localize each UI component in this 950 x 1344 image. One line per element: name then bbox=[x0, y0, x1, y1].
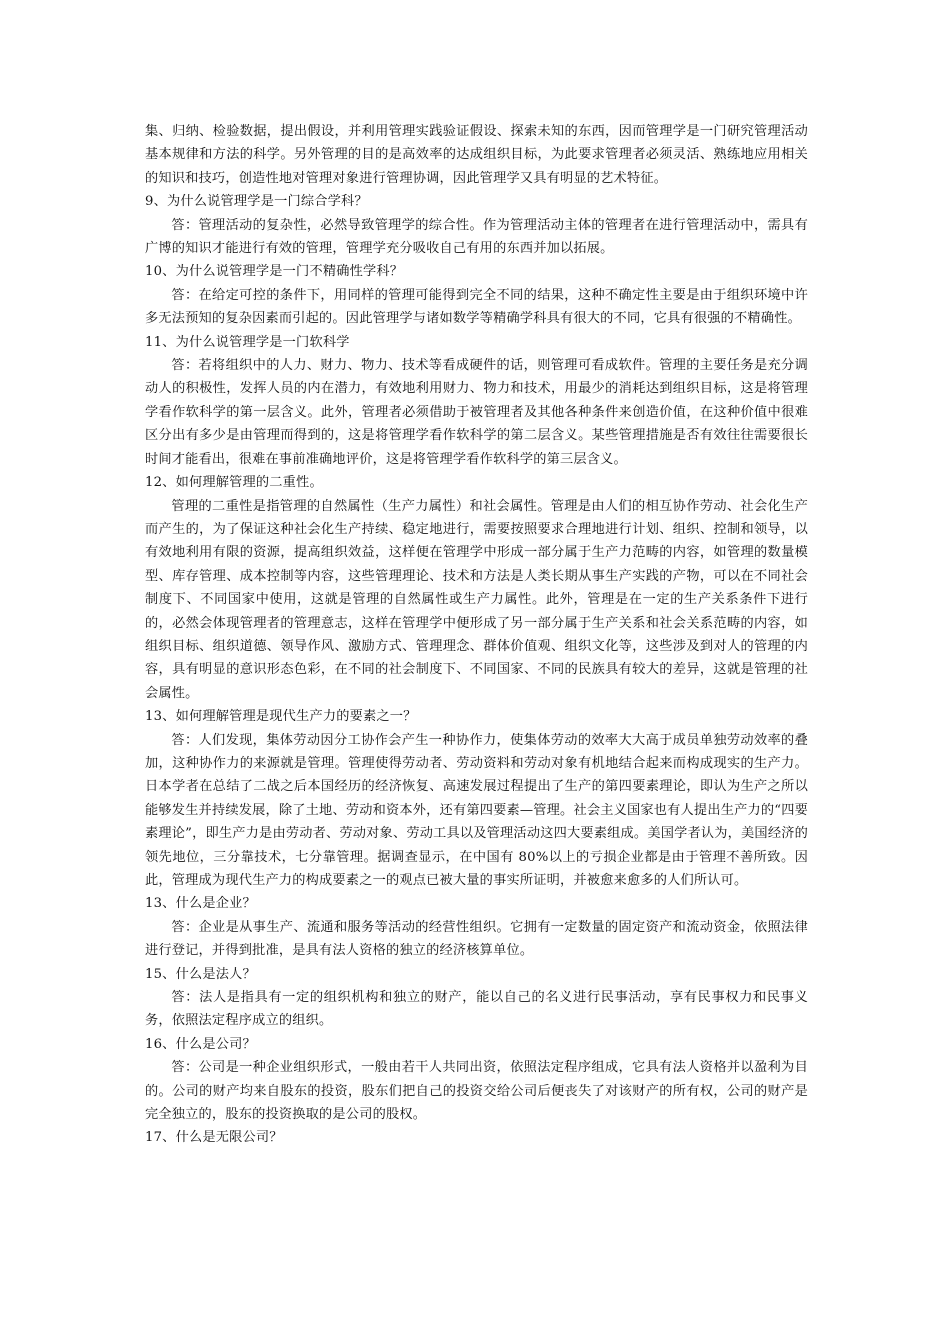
question-17: 17、什么是无限公司？ bbox=[145, 1130, 283, 1146]
answer-10: 答：在给定可控的条件下，用同样的管理可能得到完全不同的结果，这种不确定性主要是由于组织环境中许多无法预知的复杂因素而引起的。因此管理学与诸如数学等精确学科具有很大的不同，它具有很强的不精确性。 bbox=[145, 287, 808, 327]
answer-13a: 答：人们发现，集体劳动因分工协作会产生一种协作力，使集体劳动的效率大大高于成员单独劳动效率的叠加，这种协作力的来源就是管理。管理使得劳动者、劳动资料和劳动对象有机地结合起来而构成现实的生产力。日本学者在总结了二战之后本国经历的经济恢复、高速发展过程提出了生产的第四要素理论，即认为生产之所以能够发生并持续发展，除了土地、劳动和资本外，还有第四要素—管理。社会主义国家也有人提出生产力的“四要素理论”，即生产力是由劳动者、劳动对象、劳动工具以及管理活动这四大要素组成。美国学者认为，美国经济的领先地位，三分靠技术，七分靠管理。据调查显示，在中国有 80%以上的亏损企业都是由于管理不善所致。因此，管理成为现代生产力的构成要素之一的观点已被大量的事实所证明，并被愈来愈多的人们所认可。 bbox=[145, 732, 808, 888]
question-15: 15、什么是法人？ bbox=[145, 966, 256, 982]
answer-11: 答：若将组织中的人力、财力、物力、技术等看成硬件的话，则管理可看成软件。管理的主要任务是充分调动人的积极性，发挥人员的内在潜力，有效地利用财力、物力和技术，用最少的消耗达到组织目标，这是将管理学看作软科学的第一层含义。此外，管理者必须借助于被管理者及其他各种条件来创造价值，在这种价值中很难区分出有多少是由管理而得到的，这是将管理学看作软科学的第二层含义。某些管理措施是否有效往往需要很长时间才能看出，很难在事前准确地评价，这是将管理学看作软科学的第三层含义。 bbox=[145, 358, 808, 467]
question-11: 11、为什么说管理学是一门软科学 bbox=[145, 334, 350, 350]
question-10: 10、为什么说管理学是一门不精确性学科？ bbox=[145, 264, 404, 280]
answer-15: 答：法人是指具有一定的组织机构和独立的财产，能以自己的名义进行民事活动，享有民事权力和民事义务，依照法定程序成立的组织。 bbox=[145, 990, 808, 1029]
question-13a: 13、如何理解管理是现代生产力的要素之一？ bbox=[145, 709, 417, 725]
question-9: 9、为什么说管理学是一门综合学科？ bbox=[145, 194, 368, 210]
document-page bbox=[145, 120, 808, 1150]
answer-13b: 答：企业是从事生产、流通和服务等活动的经营性组织。它拥有一定数量的固定资产和流动资金，依照法律进行登记，并得到批准，是具有法人资格的独立的经济核算单位。 bbox=[145, 919, 808, 959]
answer-9: 答：管理活动的复杂性，必然导致管理学的综合性。作为管理活动主体的管理者在进行管理活动中，需具有广博的知识才能进行有效的管理，管理学充分吸收自己有用的东西并加以拓展。 bbox=[145, 217, 808, 257]
question-13b: 13、什么是企业？ bbox=[145, 896, 256, 912]
answer-12: 管理的二重性是指管理的自然属性（生产力属性）和社会属性。管理是由人们的相互协作劳动、社会化生产而产生的，为了保证这种社会化生产持续、稳定地进行，需要按照要求合理地进行计划、组织、控制和领导，以有效地利用有限的资源，提高组织效益，这样便在管理学中形成一部分属于生产力范畴的内容，如管理的数量模型、库存管理、成本控制等内容，这些管理理论、技术和方法是人类长期从事生产实践的产物，可以在不同社会制度下、不同国家中使用，这就是管理的自然属性或生产力属性。此外，管理是在一定的生产关系条件下进行的，必然会体现管理者的管理意志，这样在管理学中便形成了另一部分属于生产关系和社会关系范畴的内容，如组织目标、组织道德、领导作风、激励方式、管理理念、群体价值观、组织文化等，这些涉及到对人的管理的内容，具有明显的意识形态色彩，在不同的社会制度下、不同国家、不同的民族具有较大的差异，这就是管理的社会属性。 bbox=[145, 498, 808, 701]
paragraph-intro: 集、归纳、检验数据，提出假设，并利用管理实践验证假设、探索未知的东西，因而管理学是一门研究管理活动基本规律和方法的科学。另外管理的目的是高效率的达成组织目标，为此要求管理者必须灵活、熟练地应用相关的知识和技巧，创造性地对管理对象进行管理协调，因此管理学又具有明显的艺术特征。 bbox=[145, 124, 808, 186]
question-12: 12、如何理解管理的二重性。 bbox=[145, 475, 323, 491]
question-16: 16、什么是公司？ bbox=[145, 1036, 256, 1052]
answer-16: 答：公司是一种企业组织形式，一般由若干人共同出资，依照法定程序组成，它具有法人资格并以盈利为目的。公司的财产均来自股东的投资，股东们把自己的投资交给公司后便丧失了对该财产的所有权，公司的财产是完全独立的，股东的投资换取的是公司的股权。 bbox=[145, 1060, 808, 1123]
